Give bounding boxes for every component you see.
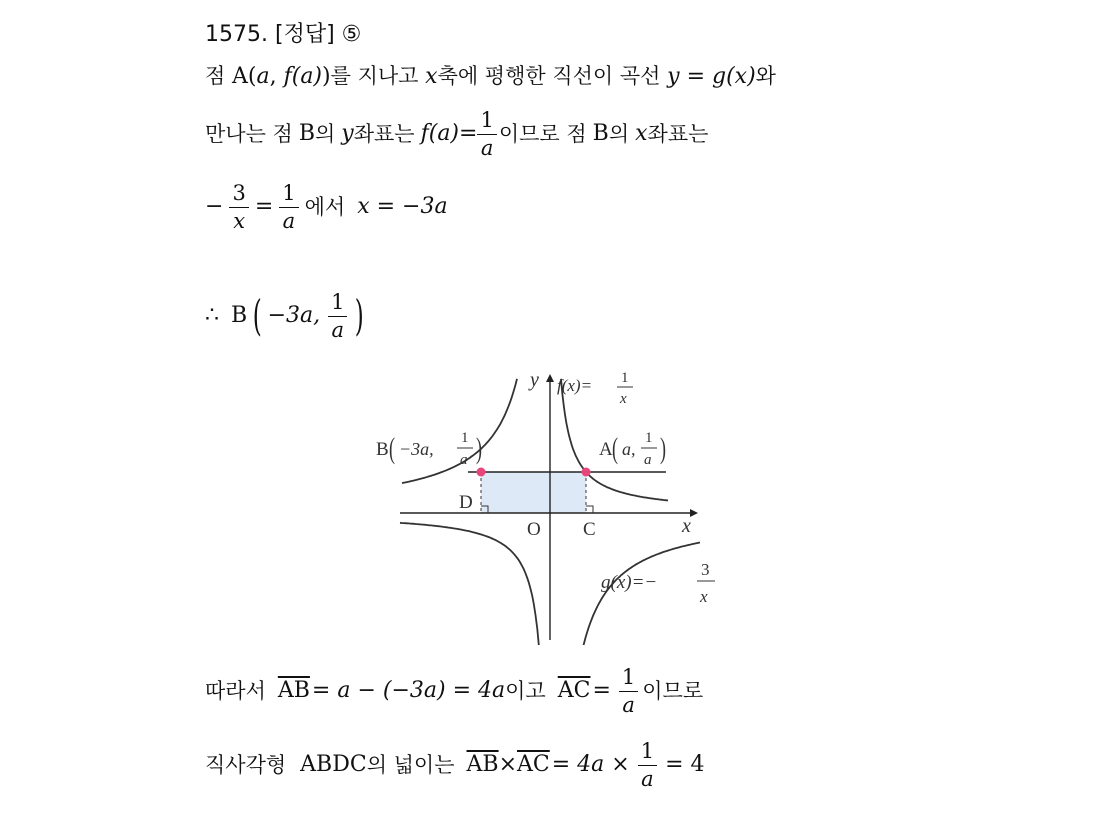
numerator: 3 [232,181,246,206]
solution-line-4 [205,285,364,347]
text: 직사각형 [205,752,287,777]
solution-line-3 [205,177,448,237]
point-a-label: A( [231,64,257,89]
point-b-x: −3a, [267,303,321,328]
c-label: C [583,519,596,540]
curve-equation: y = g(x) [667,64,756,89]
origin-label: O [527,519,541,540]
solution-line-2 [205,104,708,164]
text: 의 [315,121,336,146]
segment-ab: $\overline{AB}$ [277,678,310,703]
f-label: f(x)= [557,376,593,395]
text: 를 지나고 [330,64,419,88]
right-paren: ) [355,291,365,340]
b-label-den: a [460,452,468,468]
hyperbola-graph [360,360,730,645]
answer-label: [정답] ⑤ [274,22,362,47]
fraction-1-over-a [638,740,657,789]
g-label-num: 3 [701,560,710,579]
f-label-den: x [620,391,627,407]
point-b-dot [477,468,486,477]
area-result: = 4 [665,752,705,777]
fraction-3-over-x [229,182,248,231]
b-label-open: ( [389,432,395,466]
text: 만나는 점 [205,121,293,146]
result-x: x = −3a [357,194,448,219]
segment-ac: $\overline{AC}$ [557,678,591,703]
denominator: a [477,134,496,159]
a-label-coord: a, [622,439,636,459]
close-paren: ) [322,64,331,89]
denominator: a [279,207,298,232]
b-label-num: 1 [461,430,469,446]
g-label: g(x)=− [601,572,658,593]
text: 이므로 [642,678,704,703]
text: 좌표는 [353,121,415,146]
times-sign: × [498,752,518,777]
denominator: a [328,316,347,341]
solution-line-6 [205,734,705,796]
denominator: a [619,691,638,716]
f-label-num: 1 [621,370,629,386]
a-label-num: 1 [645,430,653,446]
g-curve-q4 [583,543,700,646]
var-x: x [635,121,648,146]
text: 축에 평행한 직선이 곡선 [437,64,661,88]
f-curve-q3 [400,523,539,645]
b-label: B [376,439,389,460]
left-paren: ( [252,291,262,340]
g-label-den: x [700,587,708,606]
numerator: 1 [331,290,345,315]
segment-ac: $\overline{AC}$ [517,752,550,777]
a-label-open: ( [612,432,618,466]
problem-number: 1575. [205,22,268,47]
comma: , [269,64,277,89]
point-b-label: B [298,121,315,146]
a-label-den: a [644,452,652,468]
text: 의 넓이는 [366,752,455,777]
rectangle-name: ABDC [300,752,367,777]
a-label: A [599,439,613,460]
text: 의 [608,121,630,146]
point-a-math [232,64,331,89]
y-axis-label: y [530,369,539,391]
solution-line-1 [205,66,776,88]
problem-heading [205,24,361,46]
fraction-1-over-a [477,109,496,158]
point-b-label: B [592,121,609,146]
equals-sign: = [592,678,611,703]
fraction-1-over-a [279,182,298,231]
right-angle-mark-c [586,506,593,513]
solution-line-5 [205,660,703,722]
text: 점 [205,64,226,88]
b-label-close: ) [476,432,482,466]
denominator: a [638,765,657,790]
therefore-symbol: ∴ [205,303,219,328]
rectangle-abdc [481,472,586,513]
fraction-1-over-a [619,666,638,715]
segment-ab: $\overline{AB}$ [466,752,499,777]
text: 이므로 점 [498,121,587,146]
text: 이고 [505,678,546,703]
numerator: 1 [640,739,655,764]
area-expression: = 4a × [551,752,630,777]
d-label: D [459,492,473,513]
numerator: 1 [621,665,636,690]
var-x: x [425,64,438,89]
text: 에서 [304,194,346,219]
a-label-close: ) [660,432,666,466]
y-axis-arrow [546,374,554,382]
denominator: x [229,207,248,232]
x-axis-label: x [682,515,691,537]
minus-sign: − [205,194,224,219]
ab-expression: = a − (−3a) = 4a [311,678,506,703]
f-of-a: f(a) [283,64,323,89]
fraction-1-over-a [328,291,347,340]
x-axis-arrow [690,509,698,517]
text: 와 [755,64,776,88]
text: 좌표는 [647,121,709,146]
var-y: y [341,121,354,146]
point-b-label: B [231,303,248,328]
text: 따라서 [205,678,266,703]
b-label-coord: −3a, [399,439,434,459]
equals-sign: = [254,194,274,219]
numerator: 1 [282,181,296,206]
point-a-dot [582,468,591,477]
f-of-a: f(a)= [420,121,478,146]
var-a: a [256,64,270,89]
numerator: 1 [480,108,494,133]
